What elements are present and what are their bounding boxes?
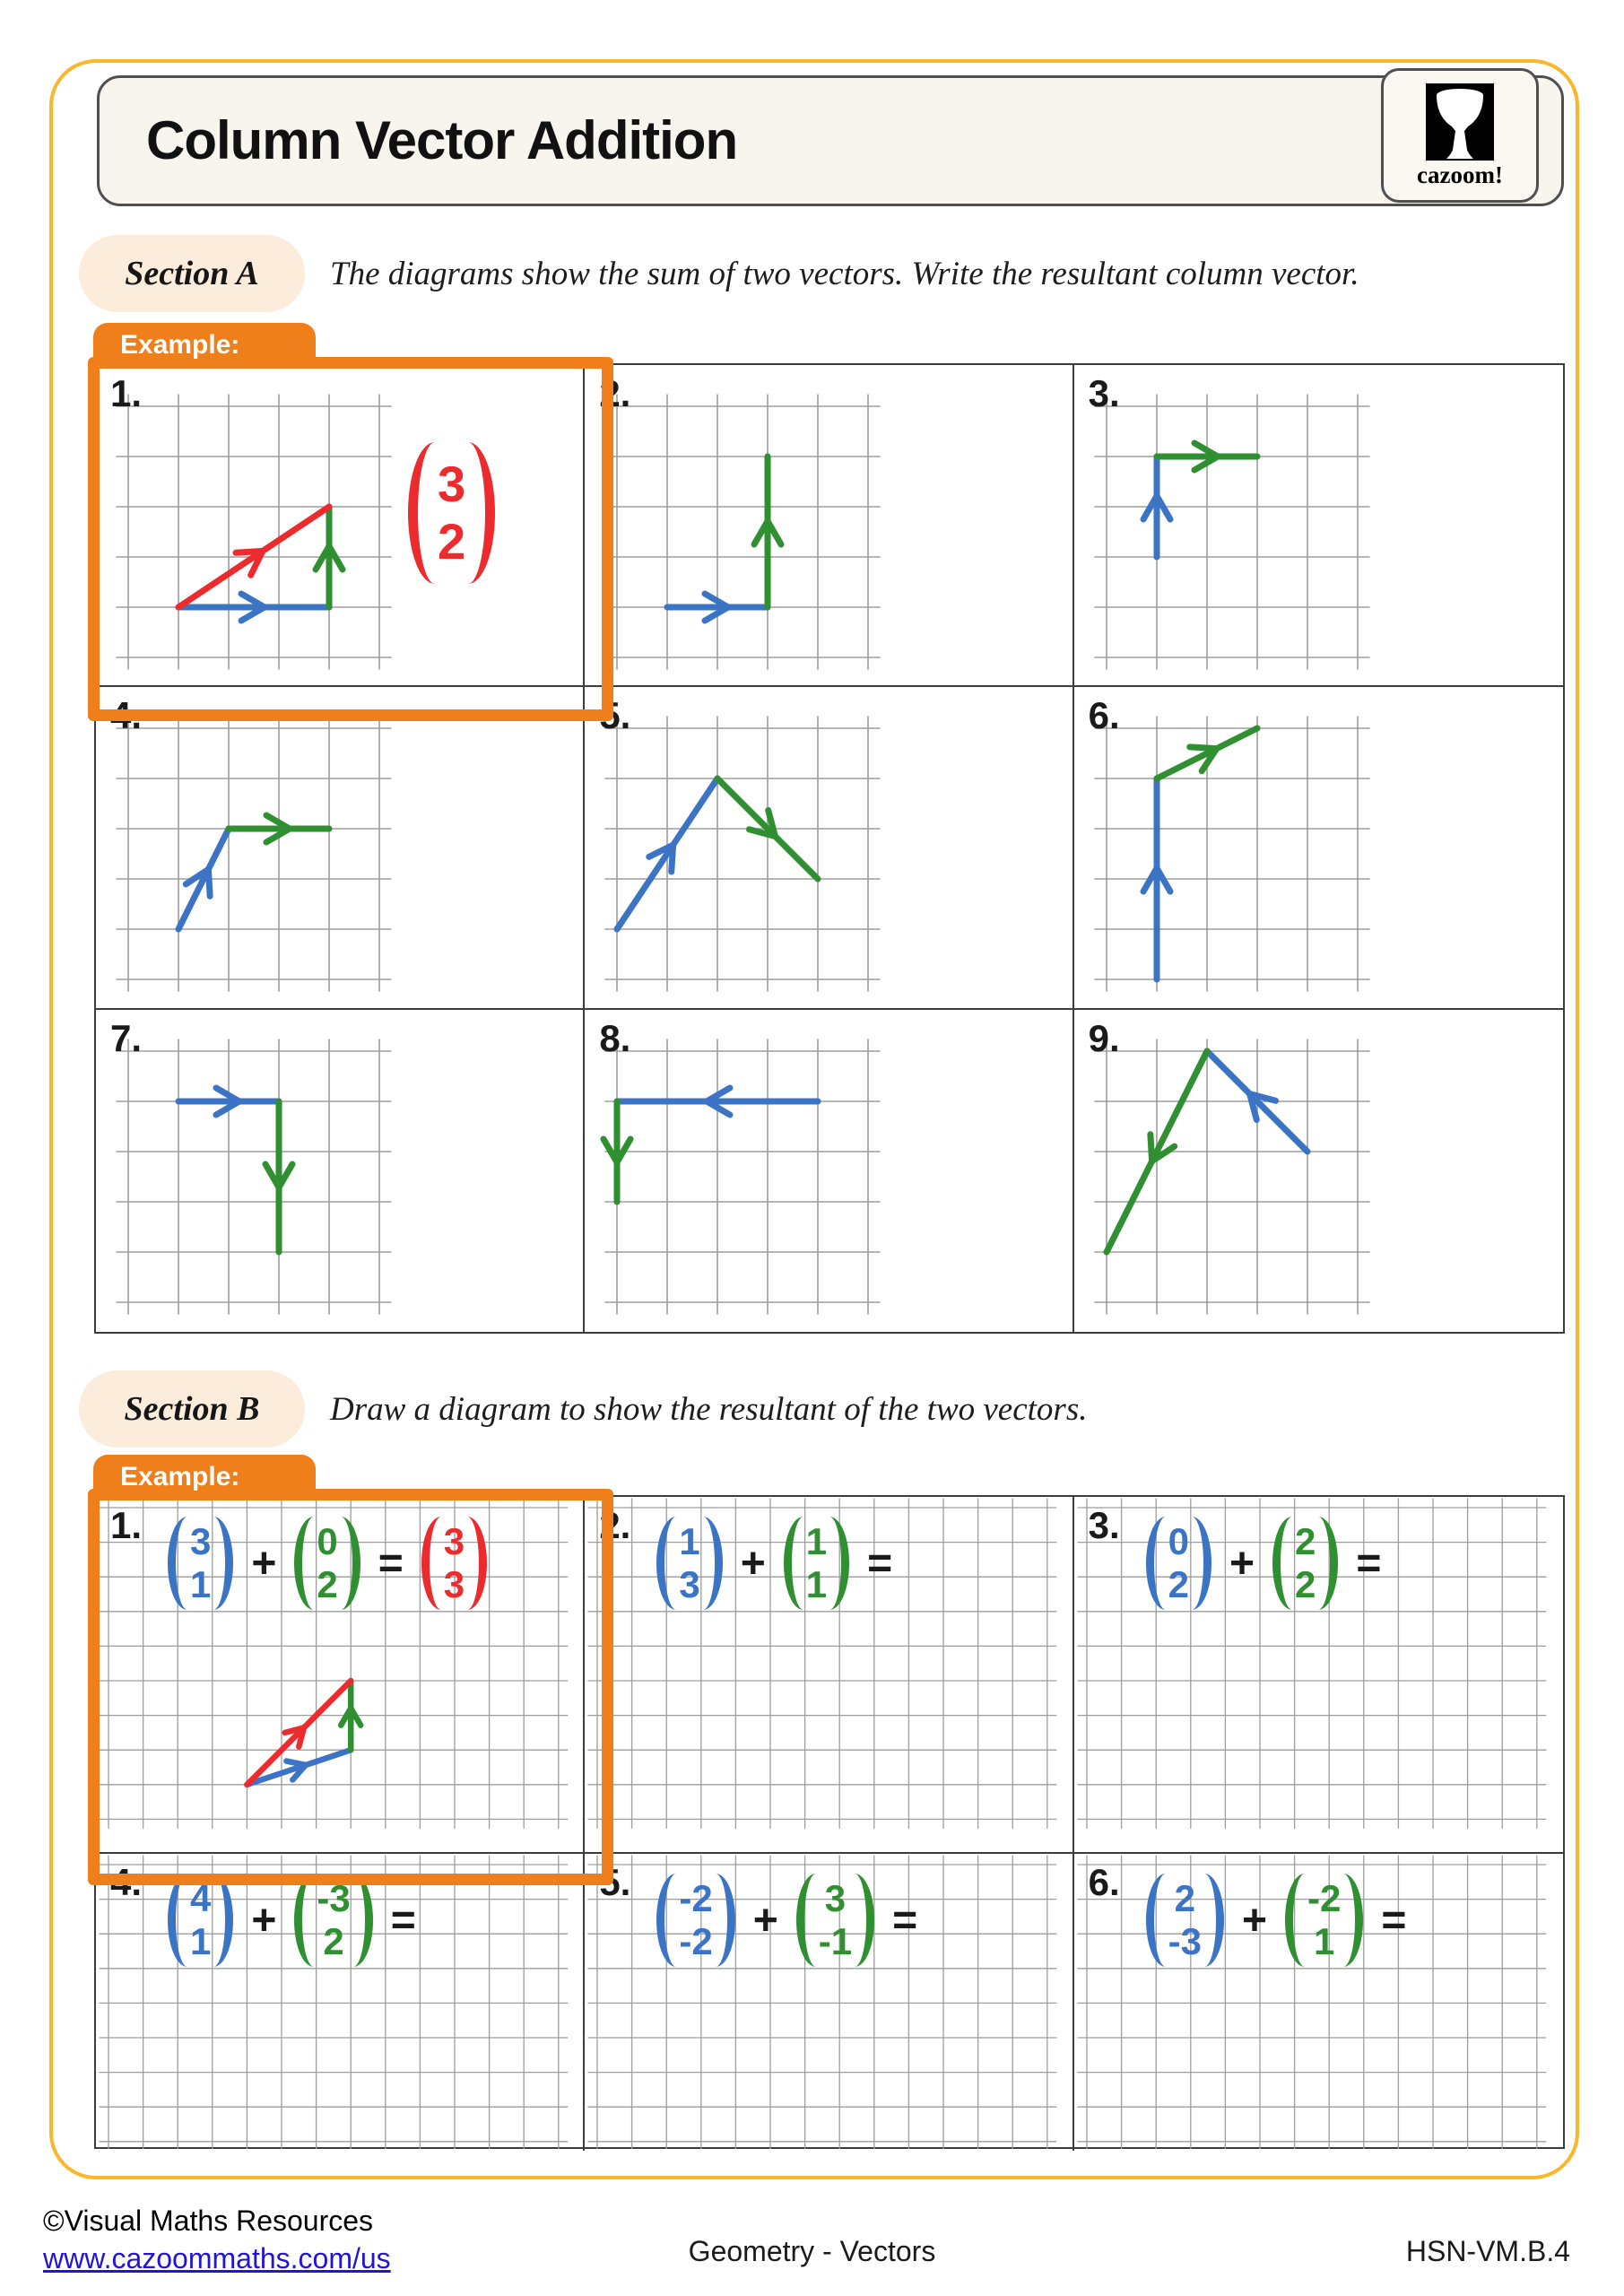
section-a-problem-grid (94, 363, 1565, 1334)
equals-sign: = (390, 1896, 416, 1944)
right-paren (353, 1874, 373, 1967)
problem-cell (96, 1010, 585, 1332)
problem-cell (1074, 1497, 1563, 1854)
grid-canvas (1074, 1010, 1563, 1332)
column-vector (168, 1517, 233, 1610)
vector-value: 2 (323, 1920, 344, 1962)
vector-values (190, 1520, 211, 1606)
vector-values (819, 1877, 852, 1963)
grid-canvas (96, 365, 585, 687)
vector-values (1168, 1877, 1202, 1963)
vector-value: 0 (317, 1520, 338, 1562)
vector-value: -2 (679, 1920, 713, 1962)
right-paren (341, 1517, 360, 1610)
grid-canvas (1074, 365, 1563, 687)
right-paren (467, 1517, 487, 1610)
problem-number: 5. (599, 694, 631, 737)
vector-values (1307, 1877, 1341, 1963)
grid-canvas (585, 687, 1073, 1009)
grid-canvas (96, 1010, 585, 1332)
vector-value: -2 (1307, 1877, 1342, 1919)
problem-number: 3. (1088, 372, 1120, 414)
vector-value: 1 (190, 1920, 212, 1962)
vector-equation (168, 1517, 487, 1610)
plus-sign: + (1229, 1539, 1255, 1587)
example-answer-vector (408, 442, 495, 584)
problem-cell (585, 1010, 1073, 1332)
vector-values (190, 1877, 211, 1963)
footer-standard-code: HSN-VM.B.4 (1405, 2235, 1570, 2267)
equals-sign: = (1381, 1896, 1407, 1944)
vector-value: -3 (317, 1877, 351, 1919)
problem-cell (1074, 1854, 1563, 2151)
equals-sign: = (378, 1539, 404, 1587)
left-paren (656, 1874, 676, 1967)
right-paren (213, 1874, 233, 1967)
vector-value: 0 (1168, 1520, 1190, 1562)
vector-value: 3 (443, 1563, 465, 1605)
right-paren (468, 442, 495, 584)
problem-cell (585, 1854, 1073, 2151)
vector-value: 2 (1174, 1877, 1196, 1919)
right-paren (716, 1874, 735, 1967)
column-vector (656, 1874, 734, 1967)
problem-number: 5. (599, 1861, 631, 1903)
plus-sign: + (740, 1539, 766, 1587)
section-b-problem-grid (94, 1495, 1565, 2149)
vector-values (1168, 1520, 1189, 1606)
vector-values (317, 1520, 337, 1606)
vector-value: 1 (679, 1520, 700, 1562)
column-vector (1146, 1517, 1211, 1610)
problem-cell (96, 1854, 585, 2151)
left-paren (1285, 1874, 1305, 1967)
left-paren (1272, 1517, 1292, 1610)
column-vector (421, 1517, 487, 1610)
problem-number: 1. (110, 1504, 143, 1546)
logo-wordmark: cazoom! (1417, 161, 1503, 188)
vector-value: -1 (818, 1920, 853, 1962)
right-paren (1343, 1874, 1363, 1967)
problem-cell (1074, 687, 1563, 1009)
problem-number: 2. (599, 1504, 631, 1546)
column-vector (1146, 1874, 1224, 1967)
column-vector (408, 442, 495, 584)
left-paren (784, 1517, 803, 1610)
problem-cell (585, 1497, 1073, 1854)
grid-canvas (585, 1010, 1073, 1332)
left-paren (294, 1517, 314, 1610)
equals-sign: = (892, 1896, 918, 1944)
right-paren (703, 1517, 723, 1610)
right-paren (829, 1517, 849, 1610)
vector-value: 3 (443, 1520, 465, 1562)
vector-value: 1 (805, 1563, 828, 1605)
example-cell (96, 1497, 585, 1854)
vector-values (1295, 1520, 1316, 1606)
section-b-instruction: Draw a diagram to show the resultant of the two vectors. (330, 1390, 1088, 1428)
left-paren (796, 1874, 816, 1967)
plus-sign: + (752, 1896, 778, 1944)
problem-number: 7. (110, 1016, 143, 1059)
column-vector (1272, 1517, 1338, 1610)
right-paren (1318, 1517, 1338, 1610)
left-paren (168, 1874, 187, 1967)
vector-value: 2 (1295, 1563, 1316, 1605)
left-paren (1146, 1517, 1166, 1610)
example-cell (96, 365, 585, 687)
right-paren (1204, 1874, 1224, 1967)
grid-canvas (1074, 687, 1563, 1009)
plus-sign: + (1242, 1896, 1268, 1944)
plus-sign: + (251, 1539, 277, 1587)
vector-values (679, 1520, 699, 1606)
vector-value: 3 (190, 1520, 212, 1562)
problem-number: 4. (110, 694, 143, 737)
column-vector (294, 1517, 360, 1610)
right-paren (1192, 1517, 1211, 1610)
footer-link[interactable]: www.cazoommaths.com/us (43, 2242, 391, 2274)
vector-value: 2 (1168, 1563, 1190, 1605)
grid-canvas (96, 687, 585, 1009)
vector-value: 1 (1314, 1920, 1335, 1962)
problem-cell (585, 687, 1073, 1009)
section-a-instruction: The diagrams show the sum of two vectors. Write the resultant column vector. (330, 255, 1359, 292)
vector-value: -3 (1168, 1920, 1203, 1962)
problem-number: 3. (1088, 1504, 1120, 1546)
problem-number: 6. (1088, 1861, 1120, 1903)
column-vector (1285, 1874, 1363, 1967)
equals-sign: = (867, 1539, 893, 1587)
vector-values (438, 456, 465, 570)
problem-cell (1074, 1010, 1563, 1332)
column-vector (784, 1517, 849, 1610)
vector-equation (1146, 1517, 1382, 1610)
vector-values (444, 1520, 465, 1606)
problem-cell (1074, 365, 1563, 687)
vector-value: 2 (438, 513, 466, 570)
problem-number: 4. (110, 1861, 143, 1903)
right-paren (855, 1874, 874, 1967)
equals-sign: = (1356, 1539, 1382, 1587)
vector-value: 1 (190, 1563, 212, 1605)
problem-number: 9. (1088, 1016, 1120, 1059)
example-tab-a: Example: (93, 323, 316, 368)
vector-value: 2 (317, 1563, 338, 1605)
left-paren (421, 1517, 441, 1610)
vector-value: -2 (679, 1877, 713, 1919)
vector-value: 1 (805, 1520, 828, 1562)
vector-equation (1146, 1874, 1407, 1967)
column-vector (796, 1874, 874, 1967)
vector-values (679, 1877, 712, 1963)
example-tab-b: Example: (93, 1455, 316, 1500)
right-paren (213, 1517, 233, 1610)
footer-topic: Geometry - Vectors (688, 2235, 936, 2267)
left-paren (408, 442, 435, 584)
vector-value: 3 (679, 1563, 700, 1605)
left-paren (168, 1517, 187, 1610)
problem-cell (96, 687, 585, 1009)
page-title: Column Vector Addition (146, 110, 738, 170)
footer-copyright: ©Visual Maths Resources (43, 2205, 374, 2237)
vector-equation (656, 1517, 892, 1610)
problem-number: 2. (599, 372, 631, 414)
problem-number: 1. (110, 372, 143, 414)
left-paren (656, 1517, 676, 1610)
column-vector (168, 1874, 233, 1967)
vector-values (806, 1520, 827, 1606)
title-bar (97, 75, 1564, 206)
problem-number: 8. (599, 1016, 631, 1059)
vector-value: 3 (824, 1877, 847, 1919)
column-vector (294, 1874, 372, 1967)
cazoom-logo (1381, 68, 1539, 203)
vector-equation (168, 1874, 416, 1967)
vector-value: 4 (190, 1877, 212, 1919)
section-b-label: Section B (79, 1370, 305, 1448)
plus-sign: + (251, 1896, 277, 1944)
vector-values (317, 1877, 350, 1963)
grid-canvas (585, 365, 1073, 687)
problem-cell (585, 365, 1073, 687)
vector-value: 2 (1295, 1520, 1316, 1562)
left-paren (1146, 1874, 1166, 1967)
vector-equation (656, 1874, 917, 1967)
problem-number: 6. (1088, 694, 1120, 737)
vector-value: 3 (438, 456, 466, 512)
djembe-drum-icon (1426, 83, 1494, 161)
section-a-label: Section A (79, 235, 305, 312)
left-paren (294, 1874, 314, 1967)
column-vector (656, 1517, 722, 1610)
